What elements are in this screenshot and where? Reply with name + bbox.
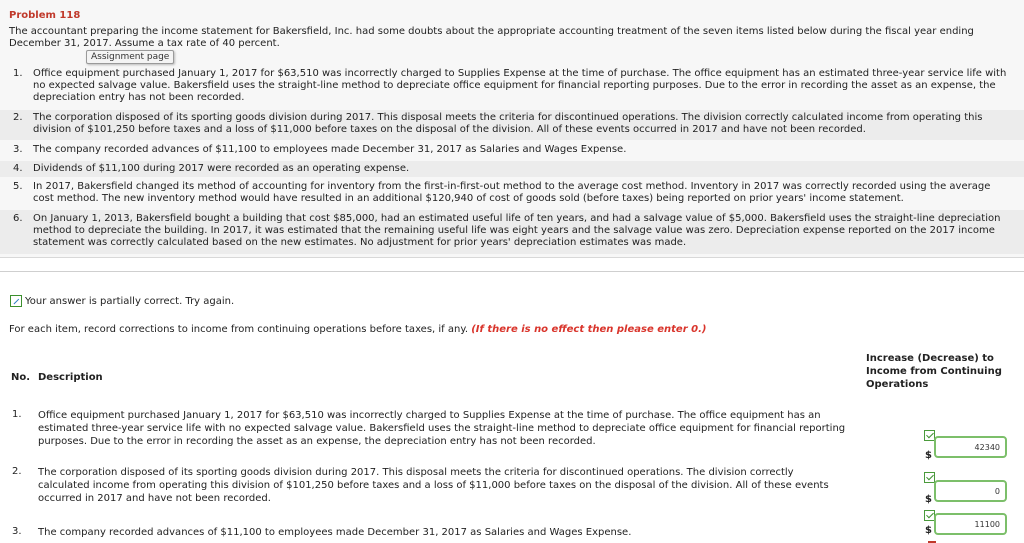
problem-item-1 — [0, 68, 1024, 106]
answer-status — [10, 294, 234, 308]
currency-symbol: $ — [925, 450, 932, 461]
item-number: 1. — [13, 68, 23, 79]
item-text: On January 1, 2013, Bakersfield bought a building that cost $85,000, had an estimated useful life of ten years, and had a salvage value of $5,000. Bakersfield uses the straight-line depreciation method to depreciate the building. In 2017, it was estimated that the remaining useful life was eight years and the salvage value was zero. Depreciation expense reported on the 2017 income statement was correctly calculated based on the new estimates. No adjustment for prior years' depreciation estimates was made. — [33, 213, 1001, 248]
answer-row-description: The corporation disposed of its sporting goods division during 2017. This disposal meets the criteria for discontinued operations. The division correctly calculated income from operating this division of $101,250 before taxes and a loss of $11,000 before taxes on the disposal of the division. All of these events occurred in 2017 and have not been recorded. — [38, 467, 829, 504]
status-text: Your answer is partially correct. Try again. — [25, 295, 235, 307]
column-header-no: No. — [11, 372, 31, 383]
item-text: Dividends of $11,100 during 2017 were recorded as an operating expense. — [33, 163, 410, 174]
intro-line-2b: tax rate of 40 percent. — [166, 38, 280, 49]
intro-line-1: The accountant preparing the income statement for Bakersfield, Inc. had some doubts about the appropriate accounting treatment of the seven items listed below during the fiscal year ending — [9, 26, 974, 37]
problem-item-3 — [0, 144, 1024, 158]
answer-panel — [0, 271, 1024, 543]
problem-panel — [0, 0, 1024, 258]
answer-input-row-3[interactable] — [934, 513, 1007, 535]
item-number: 3. — [13, 144, 23, 155]
answer-input-row-2[interactable] — [934, 480, 1007, 502]
problem-item-4 — [0, 161, 1024, 177]
currency-symbol: $ — [925, 525, 932, 536]
correct-check-icon — [924, 472, 935, 483]
instruction-note: (If there is no effect then please enter 0.) — [471, 324, 707, 335]
assignment-page-tooltip: Assignment page — [86, 50, 174, 64]
answer-row-description: The company recorded advances of $11,100 to employees made December 31, 2017 as Salaries and Wages Expense. — [38, 527, 632, 538]
item-number: 2. — [13, 112, 23, 123]
item-text: The corporation disposed of its sporting goods division during 2017. This disposal meets the criteria for discontinued operations. The division correctly calculated income from operating this division of $101,250 before taxes and a loss of $11,000 before taxes on the disposal of the division. All of these events occurred in 2017 and have not been recorded. — [33, 112, 983, 135]
instruction-text: For each item, record corrections to income from continuing operations before taxes, if any. — [9, 324, 469, 335]
answer-input-row-1[interactable] — [934, 436, 1007, 458]
answer-row-number: 3. — [12, 526, 22, 537]
column-header-income-effect: Increase (Decrease) to Income from Continuing Operations — [866, 353, 1002, 390]
partially-correct-icon — [10, 295, 22, 307]
problem-item-2 — [0, 110, 1024, 140]
problem-item-6 — [0, 210, 1024, 254]
instruction — [9, 324, 706, 335]
column-header-description: Description — [38, 372, 103, 383]
item-number: 4. — [13, 163, 23, 174]
item-text: In 2017, Bakersfield changed its method of accounting for inventory from the first-in-first-out method to the average cost method. Inventory in 2017 was correctly recorded using the average cost method. The new inventory method would have resulted in an additional $120,940 of cost of goods sold (before taxes) being reported on prior years' income statement. — [33, 181, 991, 204]
item-text: Office equipment purchased January 1, 2017 for $63,510 was incorrectly charged to Supplies Expense at the time of purchase. The office equipment has an estimated three-year service life with no expected salvage value. Bakersfield uses the straight-line method to depreciate office equipment for financial reporting purposes. Due to the error in recording the asset as an expense, the depreciation entry has not been recorded. — [33, 68, 1007, 103]
currency-symbol: $ — [925, 494, 932, 505]
answer-row-description: Office equipment purchased January 1, 2017 for $63,510 was incorrectly charged to Supplies Expense at the time of purchase. The office equipment has an estimated three-year service life with no expected salvage value. Bakersfield uses the straight-line method to depreciate office equipment for financial reporting purposes. Due to the error in recording the asset as an expense, the depreciation entry has not been recorded. — [38, 410, 846, 447]
item-number: 6. — [13, 213, 23, 224]
item-text: The company recorded advances of $11,100 to employees made December 31, 2017 as Salaries and Wages Expense. — [33, 144, 627, 155]
answer-row-number: 1. — [12, 409, 22, 420]
item-number: 5. — [13, 181, 23, 192]
problem-item-5 — [0, 181, 1024, 207]
answer-row-number: 2. — [12, 466, 22, 477]
problem-intro — [9, 26, 1015, 50]
intro-line-2a: December 31, 2017. Assume a — [9, 38, 164, 49]
problem-title: Problem 118 — [9, 10, 81, 21]
